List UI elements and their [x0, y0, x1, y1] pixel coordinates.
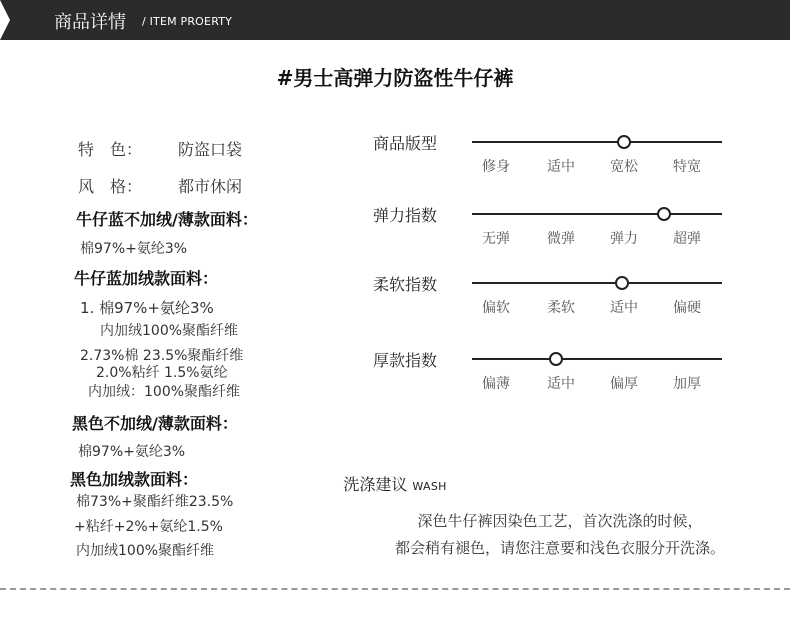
spec-option: 偏厚 — [610, 376, 638, 392]
spec-scale-track — [472, 282, 722, 284]
spec-scale-track — [472, 213, 722, 215]
spec-label: 厚款指数 — [373, 351, 438, 370]
fabric-heading: 黑色不加绒/薄款面料： — [72, 414, 238, 433]
fabric-heading: 牛仔蓝加绒款面料： — [74, 269, 219, 288]
section-subtitle: / ITEM PROERTY — [142, 15, 233, 28]
fabric-line: +粘纤+2%+氨纶1.5% — [74, 519, 223, 535]
feature-value: 防盗口袋 — [178, 140, 243, 159]
wash-title-en: WASH — [412, 480, 447, 493]
spec-label: 柔软指数 — [373, 275, 438, 294]
wash-title-cn: 洗涤建议 — [343, 475, 408, 494]
spec-option: 加厚 — [673, 376, 701, 392]
wash-line: 深色牛仔裤因染色工艺，首次洗涤的时候， — [417, 512, 703, 530]
style-label: 风 格： — [78, 177, 143, 196]
spec-option: 修身 — [482, 159, 510, 175]
section-header — [0, 0, 790, 40]
section-divider — [0, 588, 790, 590]
spec-option: 宽松 — [610, 159, 638, 175]
spec-label: 商品版型 — [373, 134, 438, 153]
spec-indicator-dot — [549, 352, 563, 366]
fabric-line: 2.73%棉 23.5%聚酯纤维 — [80, 348, 244, 364]
spec-indicator-dot — [617, 135, 631, 149]
fabric-line: 棉73%+聚酯纤维23.5% — [76, 494, 234, 510]
wash-line: 都会稍有褪色，请您注意要和浅色衣服分开洗涤。 — [394, 539, 725, 557]
spec-scale-track — [472, 141, 722, 143]
fabric-line: 棉97%+氨纶3% — [80, 241, 188, 257]
product-title: #男士高弹力防盗性牛仔裤 — [276, 66, 514, 90]
spec-option: 适中 — [547, 376, 575, 392]
spec-scale-track — [472, 358, 722, 360]
fabric-line: 棉97%+氨纶3% — [78, 444, 186, 460]
fabric-line: 1. 棉97%+氨纶3% — [80, 299, 214, 317]
spec-option: 特宽 — [673, 159, 701, 175]
fabric-line: 2.0%粘纤 1.5%氨纶 — [96, 365, 228, 381]
style-value: 都市休闲 — [178, 177, 243, 196]
spec-option: 偏软 — [482, 300, 510, 316]
spec-option: 柔软 — [547, 300, 575, 316]
feature-label: 特 色： — [78, 140, 143, 159]
fabric-heading: 牛仔蓝不加绒/薄款面料： — [76, 210, 258, 229]
header-arrow-icon — [0, 0, 10, 40]
spec-option: 微弹 — [547, 231, 575, 247]
section-title: 商品详情 — [54, 12, 126, 33]
spec-option: 超弹 — [673, 231, 701, 247]
spec-option: 偏硬 — [673, 300, 701, 316]
fabric-heading: 黑色加绒款面料： — [70, 470, 199, 489]
wash-title — [0, 472, 790, 495]
spec-label: 弹力指数 — [373, 206, 438, 225]
spec-option: 适中 — [610, 300, 638, 316]
spec-option: 偏薄 — [482, 376, 510, 392]
spec-indicator-dot — [657, 207, 671, 221]
spec-option: 弹力 — [610, 231, 638, 247]
fabric-line: 内加绒：100%聚酯纤维 — [88, 384, 241, 400]
spec-option: 无弹 — [482, 231, 510, 247]
spec-option: 适中 — [547, 159, 575, 175]
fabric-line: 内加绒100%聚酯纤维 — [76, 543, 215, 559]
fabric-line: 内加绒100%聚酯纤维 — [100, 323, 239, 339]
spec-indicator-dot — [615, 276, 629, 290]
